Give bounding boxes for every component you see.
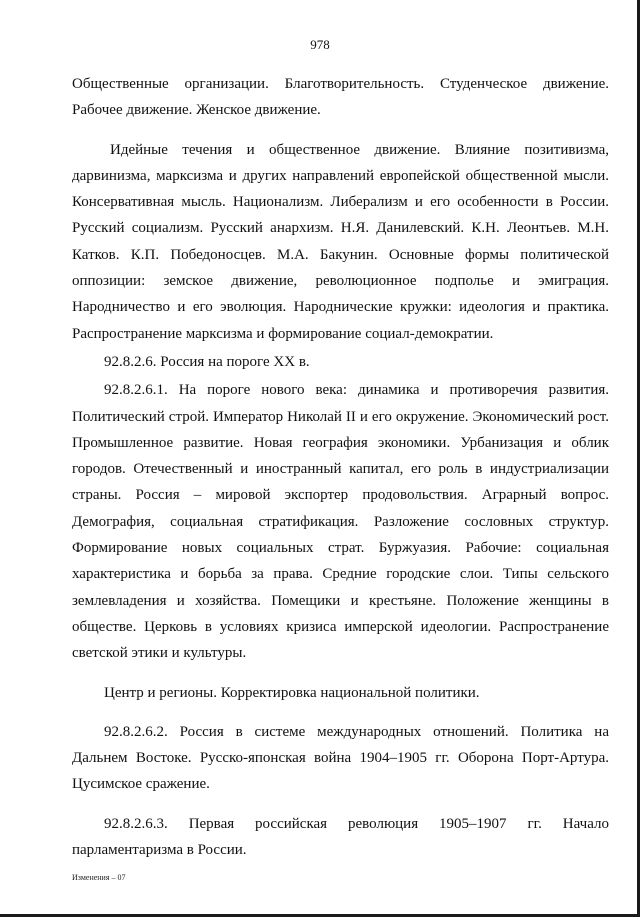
section-heading-russia-xx-century: 92.8.2.6. Россия на пороге XX в. [104,353,310,370]
paragraph-international-relations: 92.8.2.6.2. Россия в системе международных отношений. Политика на Дальнем Востоке. Русско-японская война 1904–1905 гг. Оборона Порт-Артура. Цусимское сражение. [72,723,609,793]
paragraph-ideological-currents: Идейные течения и общественное движение. Влияние позитивизма, дарвинизма, марксизма и других направлений европейской общественной мысли. Консервативная мысль. Национализм. Либерализм и его особенности в России. Русский социализм. Русский анархизм. Н.Я. Данилевский. К.Н. Леонтьев. М.Н. Катков. К.П. Победоносцев. М.А. Бакунин. Основные формы политической оппозиции: земское движение, революционное подполье и эмиграция. Народничество и его эволюция. Народнические кружки: идеология и практика. Распространение марксизма и формирование социал-демократии. [72,141,609,342]
paragraph-center-and-regions: Центр и регионы. Корректировка национальной политики. [104,684,480,701]
paragraph-new-century-threshold: 92.8.2.6.1. На пороге нового века: динамика и противоречия развития. Политический строй. Император Николай II и его окружение. Экономический рост. Промышленное развитие. Новая география экономики. Урбанизация и облик городов. Отечественный и иностранный капитал, его роль в индустриализации страны. Россия – мировой экспортер продовольствия. Аграрный вопрос. Демография, социальная стратификация. Разложение сословных структур. Формирование новых социальных страт. Буржуазия. Рабочие: социальная характеристика и борьба за права. Средние городские слои. Типы сельского землевладения и хозяйства. Помещики и крестьяне. Положение женщины в обществе. Церковь в условиях кризиса имперской идеологии. Распространение светской этики и культуры. [72,382,609,662]
paragraph-first-revolution: 92.8.2.6.3. Первая российская революция 1905–1907 гг. Начало парламентаризма в России. [72,815,609,859]
footer-revision-note: Изменения – 07 [72,873,126,882]
page-body [72,71,609,863]
paragraph-public-organizations: Общественные организации. Благотворительность. Студенческое движение. Рабочее движение. Женское движение. [72,76,609,119]
page-number: 978 [310,37,330,52]
